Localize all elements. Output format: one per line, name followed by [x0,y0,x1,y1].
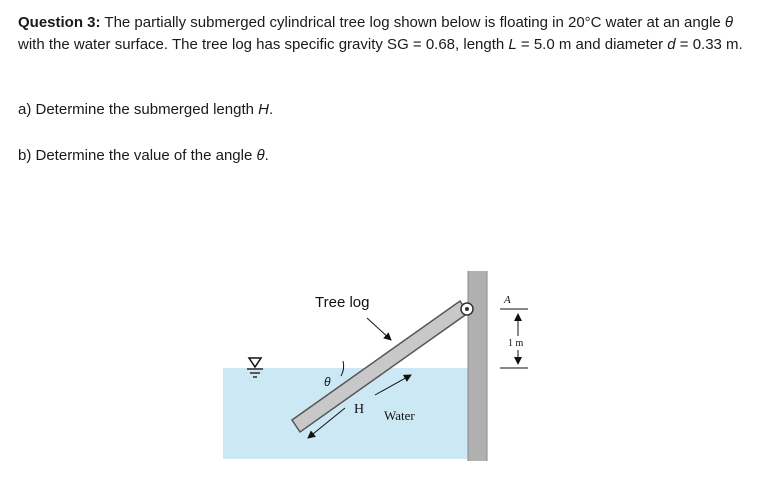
question-label: Question 3: [18,14,101,31]
part-a-suffix: . [268,101,274,118]
part-a-symbol: H [258,101,269,118]
a-label: A [504,294,511,306]
question-text-part3: = 5.0 m and diameter [516,36,668,53]
water-label: Water [384,408,415,423]
part-b-prefix: b) Determine the value of the angle [18,147,257,164]
dimension-label: 1 m [508,338,524,349]
tree-log-label: Tree log [315,294,370,311]
h-label: H [354,402,365,417]
diameter-symbol: d [667,36,676,53]
question-text-part2: with the water surface. The tree log has specific gravity SG = 0.68, length [18,36,509,53]
question-text-part1: The partially submerged cylindrical tree log shown below is floating in 20°C water at an angle [100,14,725,31]
part-b-suffix: . [264,147,269,164]
part-a-prefix: a) Determine the submerged length [18,101,259,118]
question-text-part4: = 0.33 m. [675,36,743,53]
tree-log-pointer [367,318,391,340]
part-b-symbol: θ [256,147,265,164]
hinge-pin [465,307,469,311]
theta-symbol: θ [724,14,734,31]
theta-label: θ [324,375,331,389]
wall [468,271,487,461]
length-symbol: L [508,36,517,53]
